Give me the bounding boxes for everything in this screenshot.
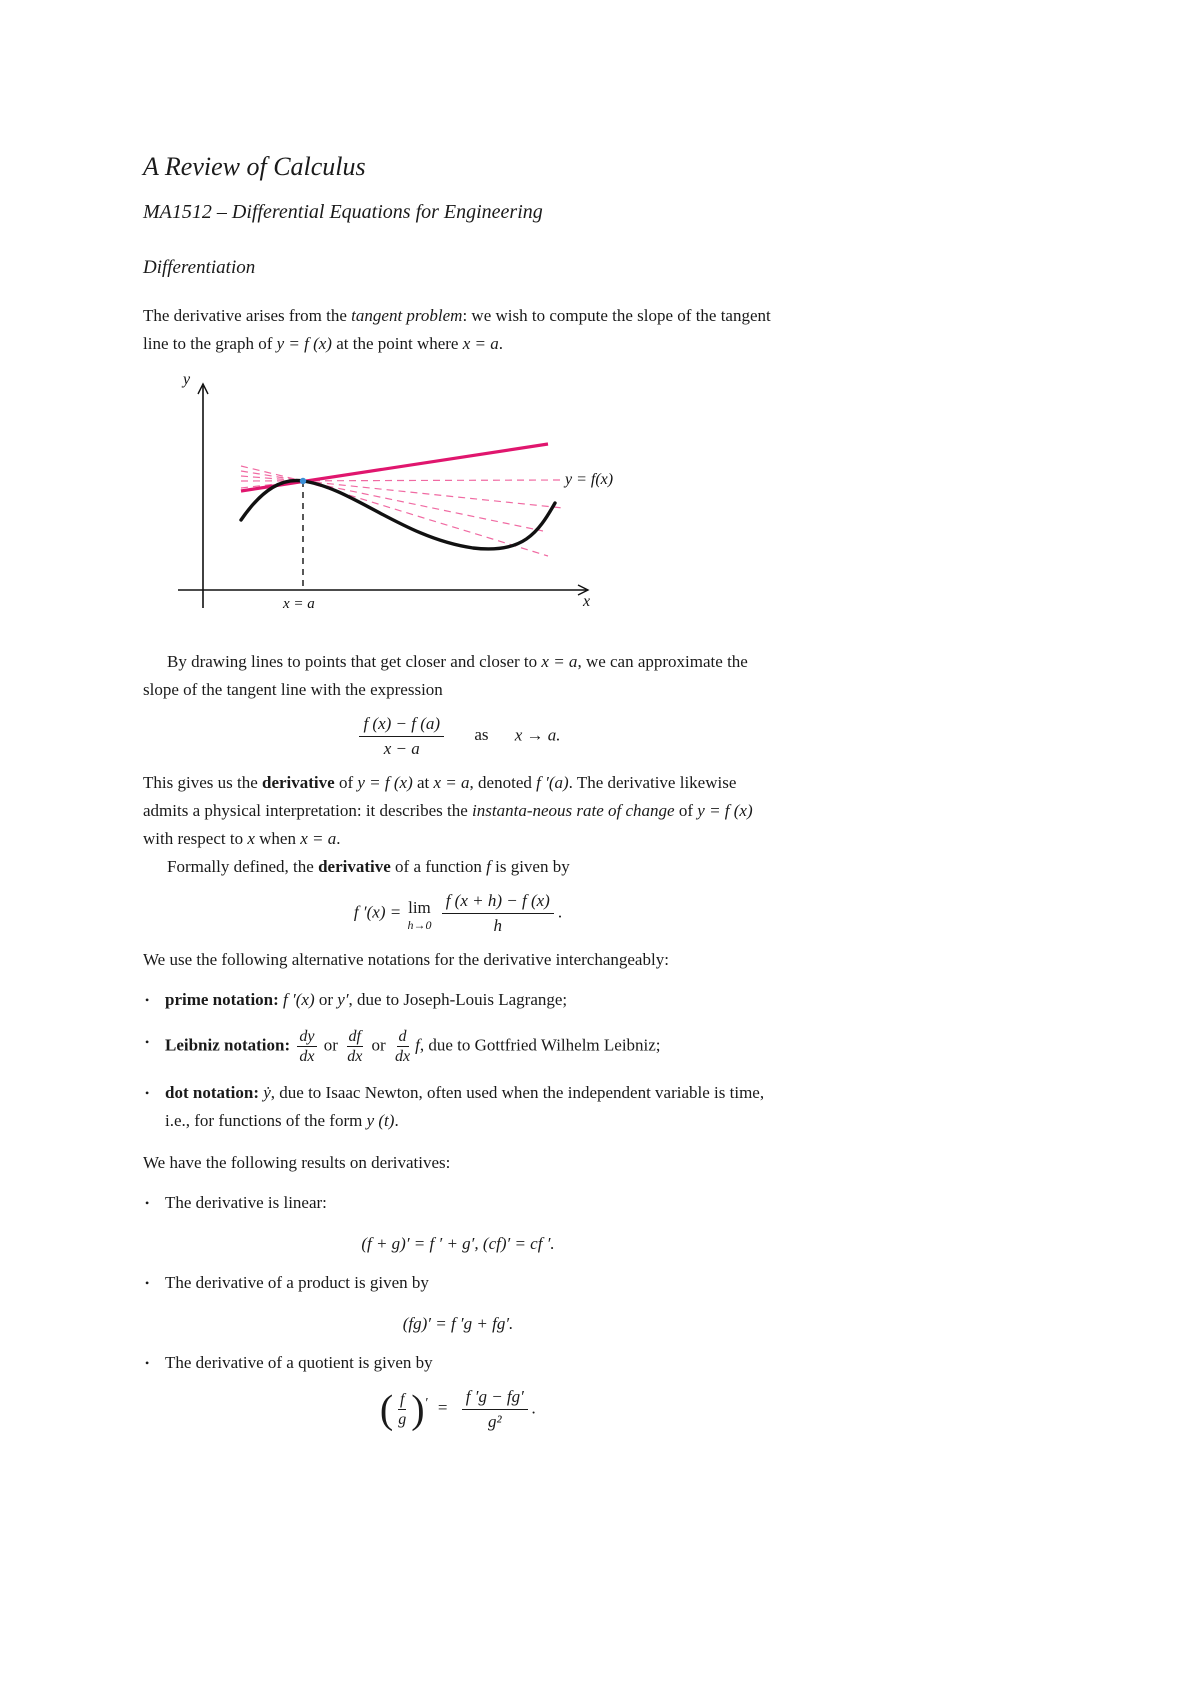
tangent-line [241, 444, 548, 491]
notation-intro-paragraph: We use the following alternative notations for the derivative interchangeably: [143, 950, 669, 969]
y-axis-label: y [183, 371, 191, 388]
difference-quotient-equation: $\frac{f (x) - f (a)}{x - a}$ as x → a. [143, 714, 773, 759]
page-subtitle: MA1512 – Differential Equations for Engineering [143, 201, 543, 223]
product-rule-equation: (fg)′ = f ′g + fg′. [402, 1314, 514, 1333]
list-item: • Leibniz notation: $\frac{dy}{dx}$ or $\frac{df}{dx}$ or $\frac{d}{dx}$ f, due to Gottfried Wilhelm Leibniz; [165, 1028, 773, 1065]
list-item: • prime notation: f ′(x) or y′, due to Joseph-Louis Lagrange; [165, 986, 773, 1014]
results-list [143, 1189, 773, 1432]
derivative-definition-paragraph: This gives us the derivative of y = f (x) at x = a, denoted f ′(a). The derivative likewise admits a physical interpretation: it describes the instanta-neous rate of change of y = f (x) with respect to x when x = a. [143, 773, 753, 848]
function-curve [241, 480, 555, 549]
list-item: • dot notation: ẏ, due to Isaac Newton, often used when the independent variable is time, i.e., for functions of the form y (t). [165, 1079, 773, 1135]
tangent-point [300, 478, 306, 484]
tangent-figure [143, 368, 773, 638]
intro-paragraph: The derivative arises from the tangent problem: we wish to compute the slope of the tangent line to the graph of y = f (x) at the point where x = a. [143, 306, 771, 353]
difference-quotient-fraction: $\frac{f (x) - f (a)}{x - a}$ [359, 714, 444, 759]
quotient-rule-equation: ( $\frac{f}{g}$ )′ = $\frac{f 'g - fg'}{\text{g²}}$ . [379, 1386, 537, 1432]
linearity-equation: (f + g)′ = f ′ + g′, (cf)′ = cf ′. [361, 1234, 555, 1253]
list-item: • The derivative of a quotient is given by ( $\frac{f}{g}$ )′ = $\frac{f 'g - fg'}{\text{g²}}$ . [165, 1349, 773, 1432]
page-title: A Review of Calculus [143, 152, 366, 181]
limit-fraction: $\frac{f (x + h) - f (x)}{h}$ [442, 891, 554, 936]
results-intro-paragraph: We have the following results on derivatives: [143, 1153, 451, 1172]
limit-operator: lim h→0 [407, 897, 432, 932]
secant-line [303, 481, 543, 531]
limit-definition-equation: f ′(x) = lim h→0 $\frac{f (x + h) - f (x)}{h}$ . [353, 891, 563, 935]
section-heading: Differentiation [143, 257, 256, 278]
list-item: • The derivative of a product is given by (fg)′ = f ′g + fg′. [165, 1269, 773, 1335]
tangent-diagram [143, 368, 773, 638]
point-label: x = a [283, 596, 315, 612]
secant-line [241, 466, 303, 481]
approx-paragraph: By drawing lines to points that get closer and closer to x = a, we can approximate the slope of the tangent line with the expression [143, 652, 748, 699]
curve-label: y = f(x) [565, 471, 614, 488]
x-axis-label: x [583, 593, 591, 610]
document-page [143, 150, 773, 1446]
list-item: • The derivative is linear: (f + g)′ = f ′ + g′, (cf)′ = cf ′. [165, 1189, 773, 1255]
formal-definition-paragraph: Formally defined, the derivative of a function f is given by [167, 857, 570, 876]
notation-list [143, 986, 773, 1135]
